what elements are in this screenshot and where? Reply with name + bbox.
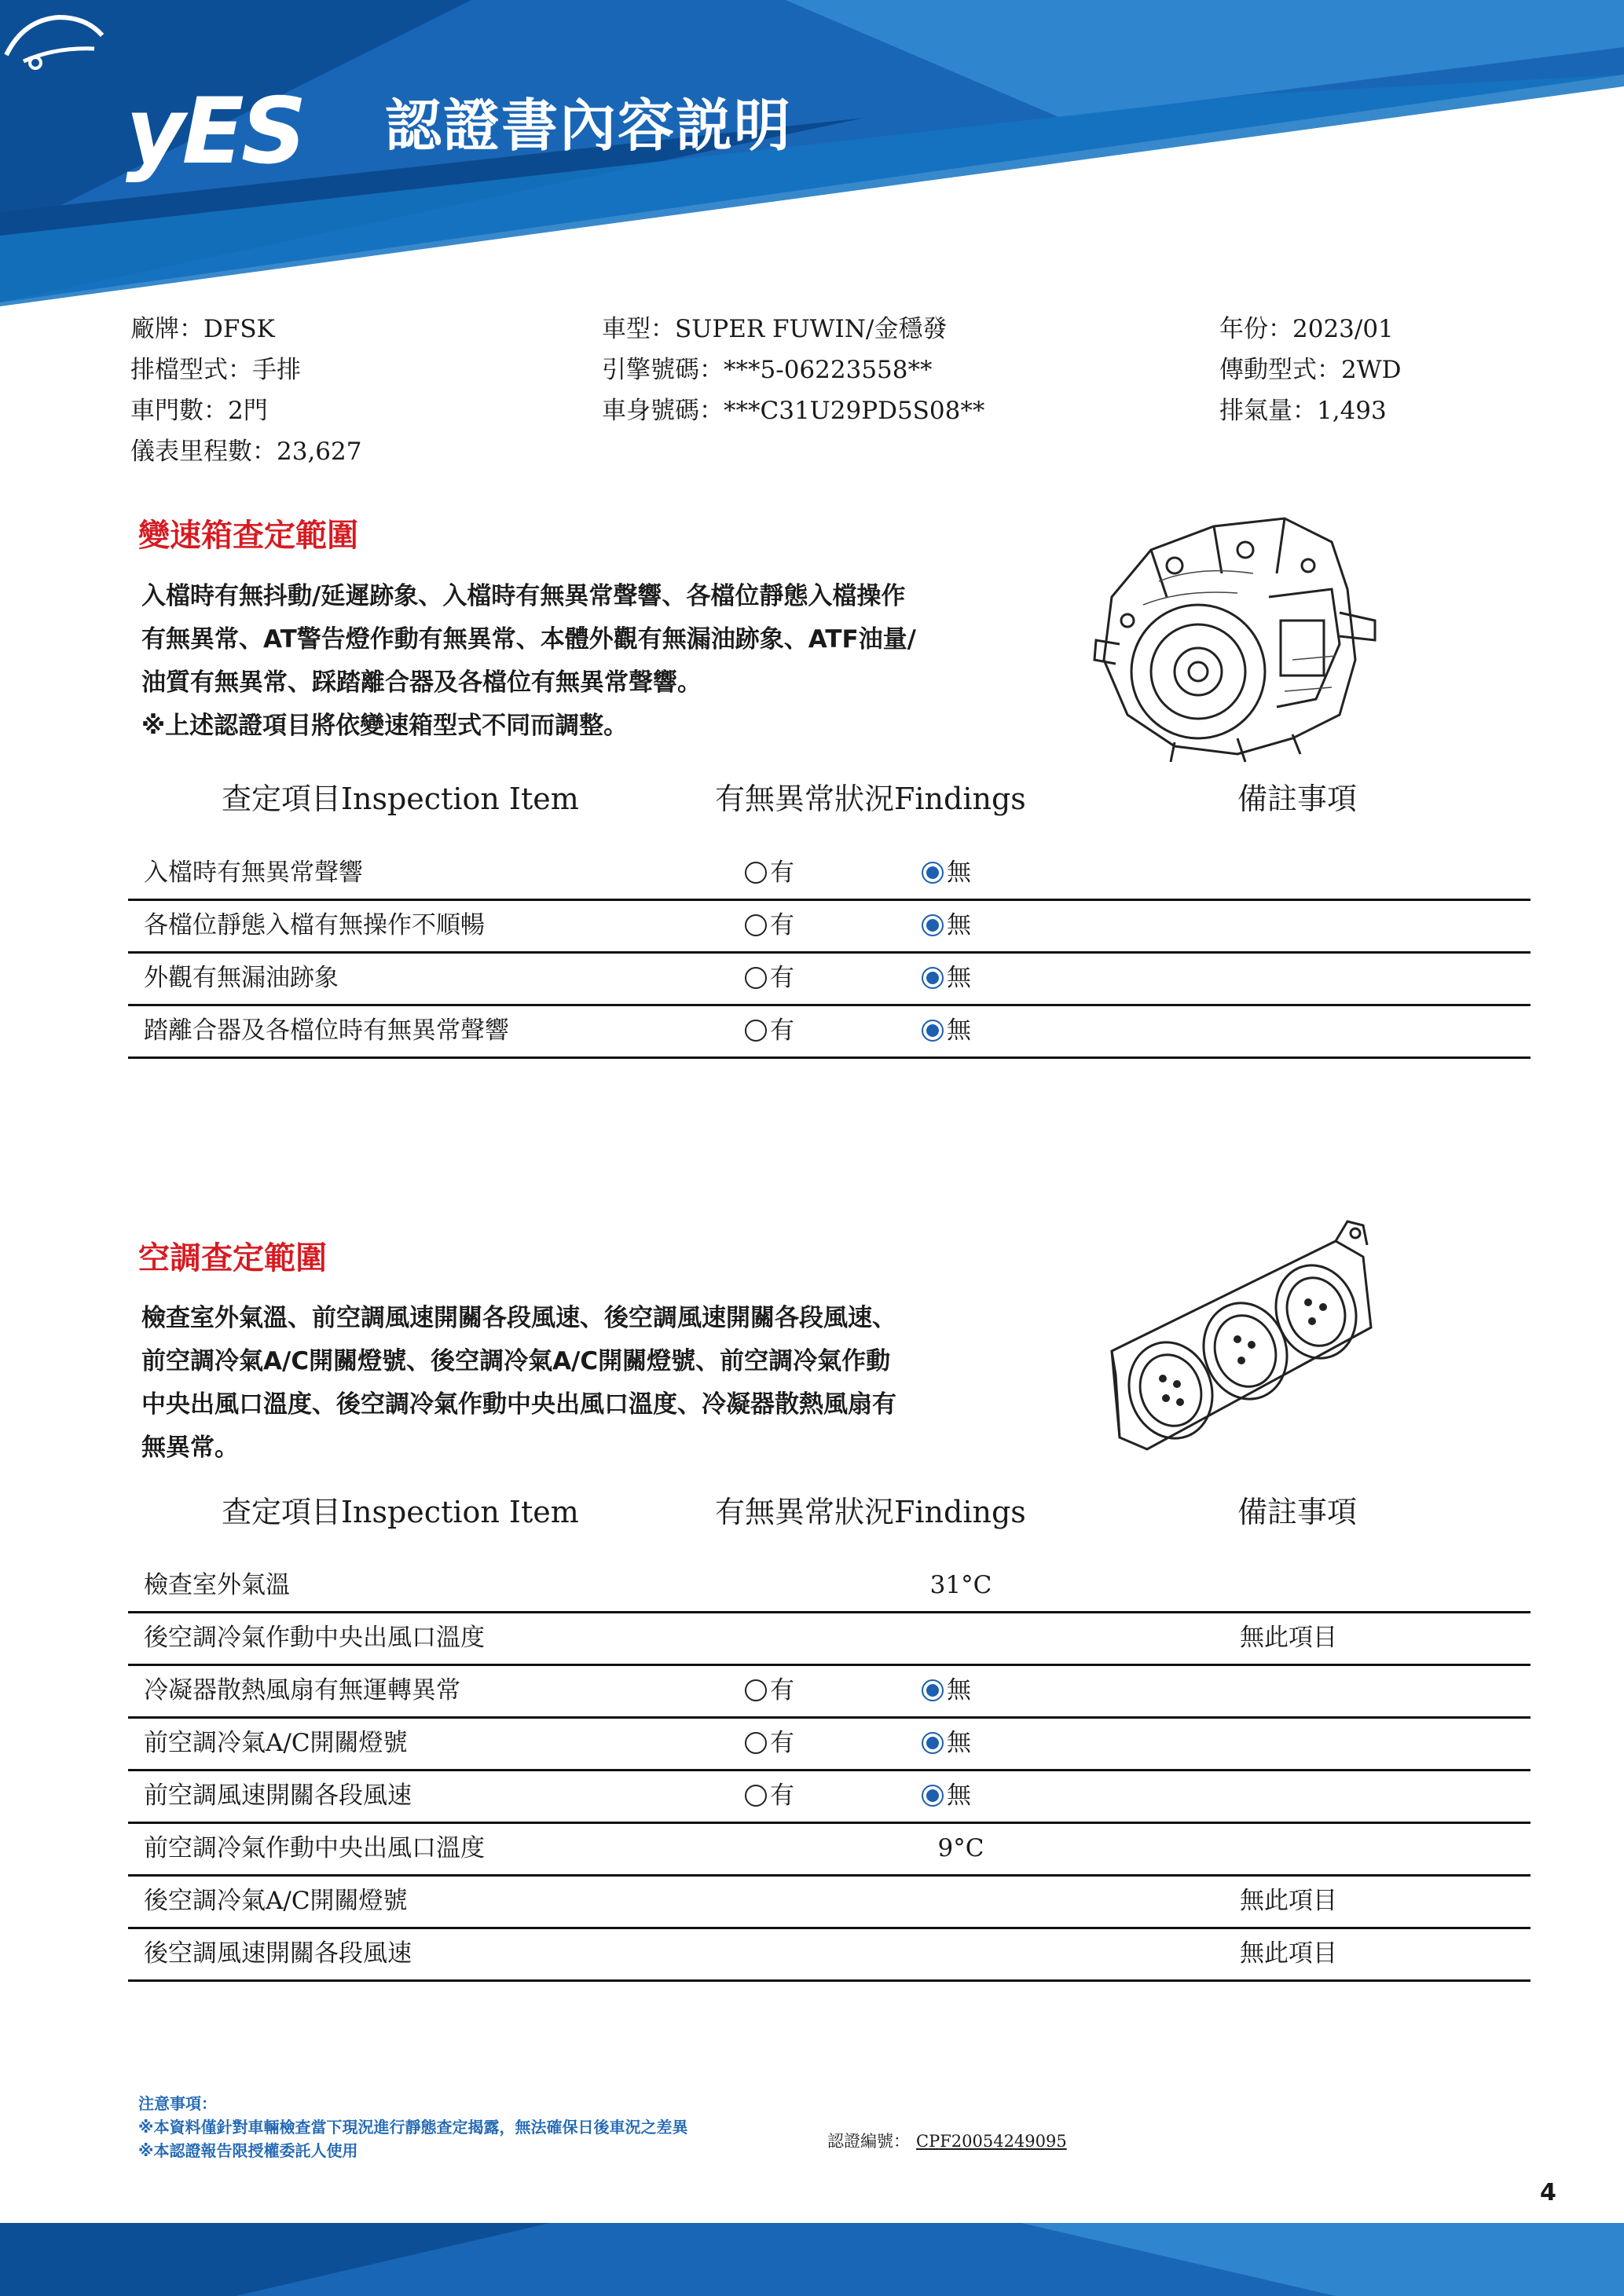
option-no-label: 無 — [947, 911, 971, 939]
aircon-panel-illustration — [1100, 1210, 1399, 1461]
option-no[interactable] — [922, 1731, 971, 1756]
option-no-label: 無 — [947, 1676, 971, 1705]
row-note: 無此項目 — [1240, 1624, 1337, 1652]
radio-unselected-icon[interactable] — [745, 967, 767, 989]
option-yes-label: 有 — [770, 859, 794, 887]
option-yes[interactable] — [745, 1784, 794, 1808]
info-doors: 車門數：2門 — [130, 397, 268, 425]
row-label: 後空調冷氣作動中央出風口溫度 — [144, 1624, 485, 1652]
logo-yes: yES — [126, 79, 304, 185]
table-row — [128, 901, 1531, 954]
row-value: 31°C — [929, 1571, 992, 1599]
info-brand: 廠牌：DFSK — [130, 315, 275, 343]
table-row — [128, 848, 1531, 901]
transmission-header-findings: 有無異常狀況Findings — [715, 782, 1026, 816]
aircon-header-notes: 備註事項 — [1237, 1495, 1358, 1529]
table-row — [128, 954, 1531, 1006]
car-logo-icon — [0, 0, 110, 71]
header-banner — [0, 0, 1624, 314]
option-no[interactable] — [922, 1784, 971, 1808]
aircon-header-item: 查定項目Inspection Item — [222, 1495, 579, 1529]
option-no-label: 無 — [947, 964, 971, 992]
info-body-no: 車身號碼：***C31U29PD5S08** — [602, 397, 985, 425]
aircon-para-line: 前空調冷氣A/C開關燈號、後空調冷氣A/C開關燈號、前空調冷氣作動 — [141, 1347, 891, 1375]
option-no-label: 無 — [947, 1016, 971, 1045]
row-label: 外觀有無漏油跡象 — [144, 964, 339, 992]
table-row — [128, 1929, 1531, 1982]
radio-selected-icon[interactable] — [922, 1020, 944, 1042]
certificate-number — [827, 2133, 1073, 2150]
radio-unselected-icon[interactable] — [745, 914, 767, 936]
option-yes[interactable] — [745, 861, 794, 885]
option-yes[interactable] — [745, 1676, 794, 1705]
row-label: 入檔時有無異常聲響 — [144, 859, 363, 887]
radio-unselected-icon[interactable] — [745, 862, 767, 884]
info-gear-type: 排檔型式：手排 — [130, 356, 301, 384]
table-row — [128, 1771, 1531, 1824]
table-row — [128, 1824, 1531, 1877]
radio-unselected-icon[interactable] — [745, 1785, 767, 1807]
table-row — [128, 1006, 1531, 1059]
gearbox-illustration — [1080, 503, 1395, 770]
aircon-para-line: 檢查室外氣溫、前空調風速開關各段風速、後空調風速開關各段風速、 — [141, 1304, 896, 1332]
table-row — [128, 1561, 1531, 1613]
option-yes-label: 有 — [770, 1782, 794, 1810]
radio-selected-icon[interactable] — [922, 1785, 944, 1807]
aircon-description — [141, 1297, 1006, 1470]
table-row — [128, 1719, 1531, 1771]
radio-selected-icon[interactable] — [922, 914, 944, 936]
cert-label: 認證編號： — [827, 2132, 910, 2151]
table-row — [128, 1877, 1531, 1929]
radio-unselected-icon[interactable] — [745, 1732, 767, 1754]
table-row — [128, 1666, 1531, 1719]
option-no[interactable] — [922, 861, 971, 885]
aircon-para-line: 無異常。 — [141, 1434, 239, 1462]
transmission-para-line: 入檔時有無抖動/延遲跡象、入檔時有無異常聲響、各檔位靜態入檔操作 — [141, 582, 906, 610]
option-no-label: 無 — [947, 859, 971, 887]
transmission-para-line: 油質有無異常、踩踏離合器及各檔位有無異常聲響。 — [141, 668, 702, 697]
aircon-title: 空調查定範圍 — [138, 1240, 327, 1276]
row-label: 各檔位靜態入檔有無操作不順暢 — [144, 911, 485, 939]
row-label: 後空調風速開關各段風速 — [144, 1939, 412, 1968]
row-label: 前空調風速開關各段風速 — [144, 1782, 412, 1810]
page-number: 4 — [1540, 2179, 1556, 2206]
info-engine-no: 引擎號碼：***5-06223558** — [602, 356, 933, 384]
radio-unselected-icon[interactable] — [745, 1020, 767, 1042]
option-yes[interactable] — [745, 966, 794, 991]
transmission-para-line: ※上述認證項目將依變速箱型式不同而調整。 — [141, 712, 629, 740]
row-label: 冷凝器散熱風扇有無運轉異常 — [144, 1676, 460, 1705]
aircon-para-line: 中央出風口溫度、後空調冷氣作動中央出風口溫度、冷凝器散熱風扇有 — [141, 1390, 896, 1419]
table-row — [128, 1613, 1531, 1666]
option-no[interactable] — [922, 1676, 971, 1705]
transmission-para-line: 有無異常、AT警告燈作動有無異常、本體外觀有無漏油跡象、ATF油量/ — [141, 625, 916, 654]
option-yes[interactable] — [745, 1016, 794, 1045]
radio-unselected-icon[interactable] — [745, 1679, 767, 1701]
info-mileage: 儀表里程數：23,627 — [130, 438, 362, 466]
footer-band — [0, 2223, 1624, 2296]
option-no-label: 無 — [947, 1729, 971, 1757]
info-model: 車型：SUPER FUWIN/金穩發 — [602, 315, 948, 343]
row-label: 前空調冷氣作動中央出風口溫度 — [144, 1834, 485, 1862]
info-displacement: 排氣量：1,493 — [1219, 397, 1387, 425]
option-no-label: 無 — [947, 1782, 971, 1810]
option-yes-label: 有 — [770, 911, 794, 939]
option-yes-label: 有 — [770, 1016, 794, 1045]
info-year: 年份：2023/01 — [1219, 315, 1394, 343]
notice-line: ※本認證報告限授權委託人使用 — [138, 2141, 358, 2160]
transmission-header-notes: 備註事項 — [1237, 782, 1358, 816]
option-no[interactable] — [922, 1016, 971, 1045]
radio-selected-icon[interactable] — [922, 967, 944, 989]
option-yes-label: 有 — [770, 1676, 794, 1705]
notice-line: ※本資料僅針對車輛檢查當下現況進行靜態查定揭露，無法確保日後車況之差異 — [138, 2118, 688, 2137]
option-yes-label: 有 — [770, 1729, 794, 1757]
option-yes[interactable] — [745, 1731, 794, 1756]
transmission-description — [141, 575, 1006, 748]
row-label: 檢查室外氣溫 — [144, 1571, 290, 1599]
row-label: 踏離合器及各檔位時有無異常聲響 — [144, 1016, 509, 1045]
radio-selected-icon[interactable] — [922, 1732, 944, 1754]
transmission-title: 變速箱查定範圍 — [138, 518, 358, 554]
transmission-header-item: 查定項目Inspection Item — [222, 782, 579, 816]
option-yes-label: 有 — [770, 964, 794, 992]
row-value: 9°C — [937, 1834, 984, 1862]
notice-title: 注意事項： — [138, 2094, 217, 2113]
radio-selected-icon[interactable] — [922, 862, 944, 884]
info-drive-type: 傳動型式：2WD — [1219, 356, 1402, 384]
aircon-header-findings: 有無異常狀況Findings — [715, 1495, 1026, 1529]
page-title: 認證書內容説明 — [385, 93, 793, 159]
radio-selected-icon[interactable] — [922, 1679, 944, 1701]
row-label: 後空調冷氣A/C開關燈號 — [144, 1887, 408, 1915]
cert-number-value: CPF20054249095 — [916, 2132, 1067, 2151]
row-label: 前空調冷氣A/C開關燈號 — [144, 1729, 408, 1757]
option-no[interactable] — [922, 911, 971, 939]
option-no[interactable] — [922, 966, 971, 991]
row-note: 無此項目 — [1240, 1887, 1337, 1915]
row-note: 無此項目 — [1240, 1939, 1337, 1968]
option-yes[interactable] — [745, 911, 794, 939]
